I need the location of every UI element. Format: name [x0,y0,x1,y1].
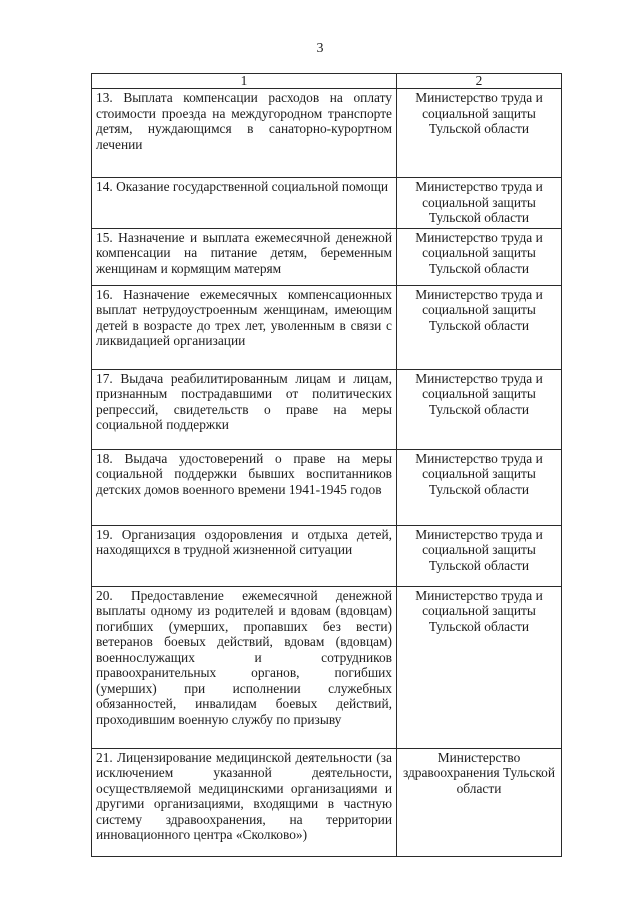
table-header-row [92,74,562,89]
table-row [92,228,562,285]
table-row [92,449,562,525]
authority-cell: Министерство труда и социальной защиты Тульской области [397,285,562,369]
column-header-2: 2 [397,74,562,89]
table-row [92,89,562,178]
table-row [92,178,562,229]
service-cell: 20. Предоставление ежемесячной денежной выплаты одному из родителей и вдовам (вдовцам) погибших (умерших, пропавших без вести) ветеранов боевых действий, вдовам (вдовцам) военнослужащих и сотрудников правоохранительных органов, погибших (умерших) при исполнении служебных обязанностей, инвалидам боевых действий, проходившим военную службу по призыву [92,586,397,748]
authority-cell: Министерство здравоохранения Тульской области [397,748,562,856]
authority-cell: Министерство труда и социальной защиты Тульской области [397,369,562,449]
table-row [92,586,562,748]
service-cell: 14. Оказание государственной социальной помощи [92,178,397,229]
authority-cell: Министерство труда и социальной защиты Тульской области [397,586,562,748]
table-row [92,369,562,449]
service-cell: 16. Назначение ежемесячных компенсационных выплат нетрудоустроенным женщинам, имеющим детей в возрасте до трех лет, уволенным в связи с ликвидацией организации [92,285,397,369]
authority-cell: Министерство труда и социальной защиты Тульской области [397,449,562,525]
service-cell: 17. Выдача реабилитированным лицам и лицам, признанным пострадавшими от политических репрессий, свидетельств о праве на меры социальной поддержки [92,369,397,449]
service-cell: 21. Лицензирование медицинской деятельности (за исключением указанной деятельности, осуществляемой медицинскими организациями и другими организациями, входящими в частную систему здравоохранения, на территории инновационного центра «Сколково») [92,748,397,856]
services-table [91,73,562,857]
table-row [92,748,562,856]
table-row [92,525,562,586]
service-cell: 18. Выдача удостоверений о праве на меры социальной поддержки бывших воспитанников детских домов военного времени 1941-1945 годов [92,449,397,525]
page-number: 3 [316,41,324,56]
service-cell: 13. Выплата компенсации расходов на оплату стоимости проезда на междугородном транспорте детям, нуждающимся в санаторно-курортном лечении [92,89,397,178]
authority-cell: Министерство труда и социальной защиты Тульской области [397,178,562,229]
authority-cell: Министерство труда и социальной защиты Тульской области [397,228,562,285]
authority-cell: Министерство труда и социальной защиты Тульской области [397,525,562,586]
table-row [92,285,562,369]
column-header-1: 1 [92,74,397,89]
authority-cell: Министерство труда и социальной защиты Тульской области [397,89,562,178]
service-cell: 15. Назначение и выплата ежемесячной денежной компенсации на питание детям, беременным женщинам и кормящим матерям [92,228,397,285]
service-cell: 19. Организация оздоровления и отдыха детей, находящихся в трудной жизненной ситуации [92,525,397,586]
